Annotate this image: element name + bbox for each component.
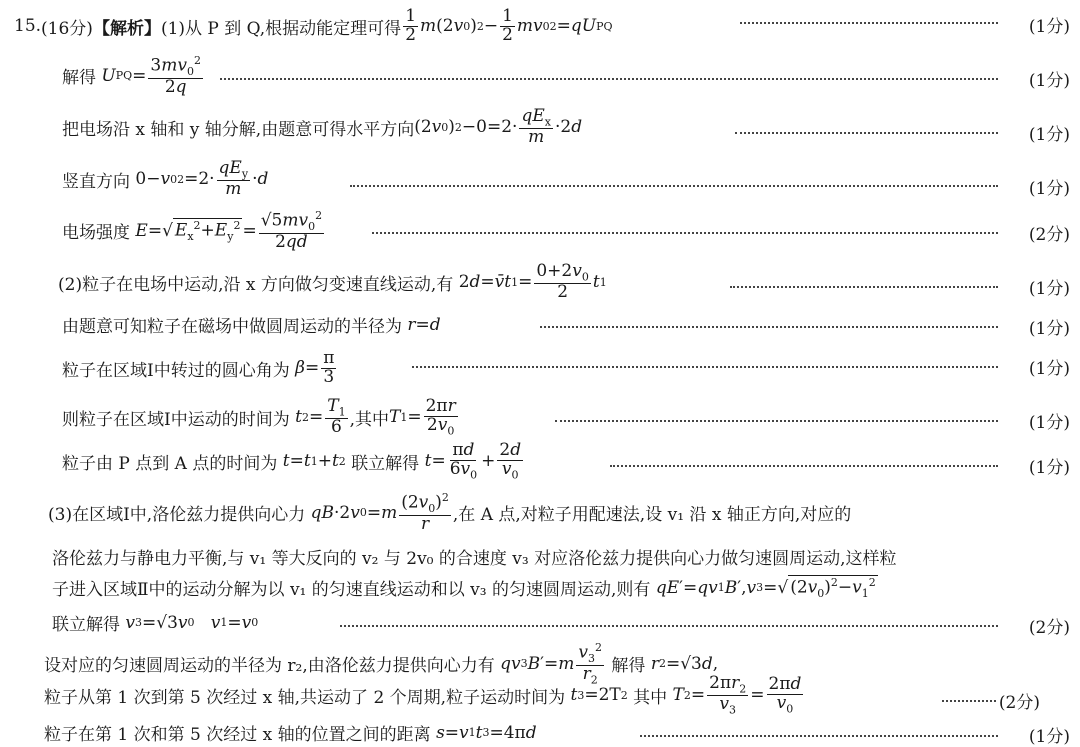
- analysis-tag: 【解析】: [92, 18, 161, 39]
- score-label: (1分): [1028, 359, 1070, 379]
- solution-line-14: 联立解得 v 3 =√3 v 0 v 1 = v 0: [52, 610, 258, 635]
- formula-fraction: $\frac{1}{2}$: [405, 6, 417, 45]
- line-text: 竖直方向: [62, 171, 130, 192]
- formula-fraction: $\frac{2\pi r}{2v_0}$: [425, 396, 456, 438]
- formula-fraction: $\frac{2\pi r_2}{v_3}$: [709, 673, 747, 717]
- solution-line-1: 15. (16分) 【解析】 (1)从 P 到 Q,根据动能定理可得 $\frac{1}{2}$ m (2 v 0 ) 2 − $\frac{1}{2}$ mv 0 2 = qU PQ: [14, 6, 613, 45]
- score-label: (1分): [1028, 179, 1070, 199]
- question-number: 15.: [14, 16, 42, 37]
- line-text: 粒子从第 1 次到第 5 次经过 x 轴,共运动了 2 个周期,粒子运动时间为: [44, 687, 566, 708]
- line-text: 粒子在第 1 次和第 5 次经过 x 轴的位置之间的距离: [44, 725, 431, 745]
- score-label: (1分): [1028, 413, 1070, 433]
- score-label: (1分): [1028, 17, 1070, 37]
- solution-line-15: 设对应的匀速圆周运动的半径为 r₂,由洛伦兹力提供向心力有 qv 3 B ′= m $\frac{v_3^2}{r_2}$ 解得 r 2 =√3 d ,: [44, 641, 719, 686]
- formula-fraction: $\frac{3mv_0^2}{2q}$: [150, 54, 201, 97]
- leader-dots: [372, 232, 998, 234]
- line-text: 电场强度: [62, 223, 130, 244]
- formula-fraction: $\frac{√5mv_0^2}{2qd}$: [260, 209, 323, 252]
- score-label: (1分): [1028, 125, 1070, 145]
- line-text: 则粒子在区域Ⅰ中运动的时间为: [62, 409, 290, 430]
- score-label: (2分): [1028, 225, 1070, 245]
- formula-fraction: $\frac{0+2v_0}{2}$: [536, 261, 589, 302]
- solution-line-13: 子进入区域Ⅱ中的运动分解为以 v₁ 的匀速直线运动和以 v₃ 的匀速圆周运动,则有 qE ′= qv 1 B ′, v 3 =√ $(2v_0)^2-v_1^2$: [52, 576, 876, 601]
- line-text: 洛伦兹力与静电力平衡,与 v₁ 等大反向的 v₂ 与 2v₀ 的合速度 v₃ 对应洛伦兹力提供向心力做匀速圆周运动,这样粒: [52, 549, 897, 569]
- score-label: (1分): [1028, 279, 1070, 299]
- score-label: (2分): [998, 693, 1040, 713]
- solution-line-7: 由题意可知粒子在磁场中做圆周运动的半径为 r = d: [62, 312, 441, 337]
- formula-fraction: $\frac{qE_x}{m}$: [521, 106, 551, 147]
- line-text: 由题意可知粒子在磁场中做圆周运动的半径为: [62, 317, 402, 337]
- leader-dots: [942, 700, 996, 702]
- formula-fraction: $\frac{\pi}{3}$: [323, 348, 335, 387]
- line-text: 子进入区域Ⅱ中的运动分解为以 v₁ 的匀速直线运动和以 v₃ 的匀速圆周运动,则有: [52, 580, 651, 601]
- score-label: (2分): [1028, 618, 1070, 638]
- line-text: 解得: [62, 68, 96, 89]
- solution-line-4: 竖直方向 0− v 0 2 =2· $\frac{qE_y}{m}$ · d: [62, 158, 269, 199]
- question-points: (16分): [41, 18, 93, 39]
- line-text: 联立解得: [52, 615, 120, 635]
- leader-dots: [610, 465, 998, 467]
- solution-line-12: [52, 544, 897, 569]
- leader-dots: [555, 420, 998, 422]
- line-text: 把电场沿 x 轴和 y 轴分解,由题意可得水平方向: [62, 119, 415, 140]
- solution-line-6: (2)粒子在电场中运动,沿 x 方向做匀变速直线运动,有 2 d = v̄t 1 = $\frac{0+2v_0}{2}$ t 1: [58, 261, 607, 302]
- solution-line-2: 解得 U PQ = $\frac{3mv_0^2}{2q}$: [62, 54, 201, 97]
- inline-text: 其中: [633, 687, 668, 708]
- line-text: ,在 A 点,对粒子用配速法,设 v₁ 沿 x 轴正方向,对应的: [452, 505, 852, 526]
- line-text: (2)粒子在电场中运动,沿 x 方向做匀变速直线运动,有: [58, 274, 454, 295]
- formula-fraction: $\frac{\pi d}{6v_0}$: [449, 440, 478, 482]
- formula-fraction: $\frac{v_3^2}{r_2}$: [578, 641, 602, 686]
- solution-line-11: (3)在区域Ⅰ中,洛伦兹力提供向心力 qB ·2 v 0 = m $\frac{(2v_0)^2}{r}$ ,在 A 点,对粒子用配速法,设 v₁ 沿 x 轴正方向,对应的: [48, 491, 852, 534]
- formula-fraction: $\frac{2d}{v_0}$: [499, 440, 522, 482]
- leader-dots: [735, 132, 998, 134]
- inline-text: 解得: [611, 656, 646, 677]
- leader-dots: [220, 78, 998, 80]
- solution-line-10: 粒子由 P 点到 A 点的时间为 t = t 1 + t 2 联立解得 t = $\frac{\pi d}{6v_0}$ + $\frac{2d}{v_0}$: [62, 440, 522, 482]
- leader-dots: [640, 735, 998, 737]
- score-label: (1分): [1028, 319, 1070, 339]
- solution-line-3: 把电场沿 x 轴和 y 轴分解,由题意可得水平方向 (2 v 0 ) 2 −0=2· $\frac{qE_x}{m}$ ·2 d: [62, 106, 583, 147]
- solution-line-9: 则粒子在区域Ⅰ中运动的时间为 t 2 = $\frac{T_1}{6}$ ,其中 T 1 = $\frac{2\pi r}{2v_0}$: [62, 396, 456, 438]
- leader-dots: [740, 22, 998, 24]
- formula-fraction: $\frac{qE_y}{m}$: [218, 158, 249, 199]
- formula-fraction: $\frac{1}{2}$: [502, 6, 513, 45]
- leader-dots: [540, 326, 998, 328]
- solution-line-8: 粒子在区域Ⅰ中转过的圆心角为 β = $\frac{\pi}{3}$: [62, 348, 335, 387]
- line-text: (1)从 P 到 Q,根据动能定理可得: [160, 18, 402, 39]
- score-label: (1分): [1028, 458, 1070, 478]
- leader-dots: [340, 625, 998, 627]
- leader-dots: [730, 286, 998, 288]
- solution-line-5: 电场强度 E =√ $E_x^2+E_y^2$ = $\frac{√5mv_0^2}{2qd}$: [62, 209, 323, 252]
- formula-fraction: $\frac{(2v_0)^2}{r}$: [401, 491, 449, 534]
- line-text: 设对应的匀速圆周运动的半径为 r₂,由洛伦兹力提供向心力有: [44, 656, 495, 677]
- leader-dots: [412, 366, 998, 368]
- solution-line-17: 粒子在第 1 次和第 5 次经过 x 轴的位置之间的距离 s = v 1 t 3 =4π d: [44, 720, 537, 745]
- line-text: 粒子在区域Ⅰ中转过的圆心角为: [62, 360, 290, 381]
- line-text: (3)在区域Ⅰ中,洛伦兹力提供向心力: [48, 505, 306, 526]
- score-label: (1分): [1028, 71, 1070, 91]
- formula-fraction: $\frac{2\pi d}{v_0}$: [768, 674, 802, 716]
- line-text: 粒子由 P 点到 A 点的时间为: [62, 453, 278, 474]
- leader-dots: [350, 185, 998, 187]
- score-label: (1分): [1028, 727, 1070, 747]
- solution-line-16: 粒子从第 1 次到第 5 次经过 x 轴,共运动了 2 个周期,粒子运动时间为 t 3 =2T 2 其中 T 2 = $\frac{2\pi r_2}{v_3}$ = $\frac{2\pi d}{v_0}$: [44, 673, 802, 717]
- inline-text: 联立解得: [351, 453, 420, 474]
- formula-fraction: $\frac{T_1}{6}$: [327, 396, 346, 437]
